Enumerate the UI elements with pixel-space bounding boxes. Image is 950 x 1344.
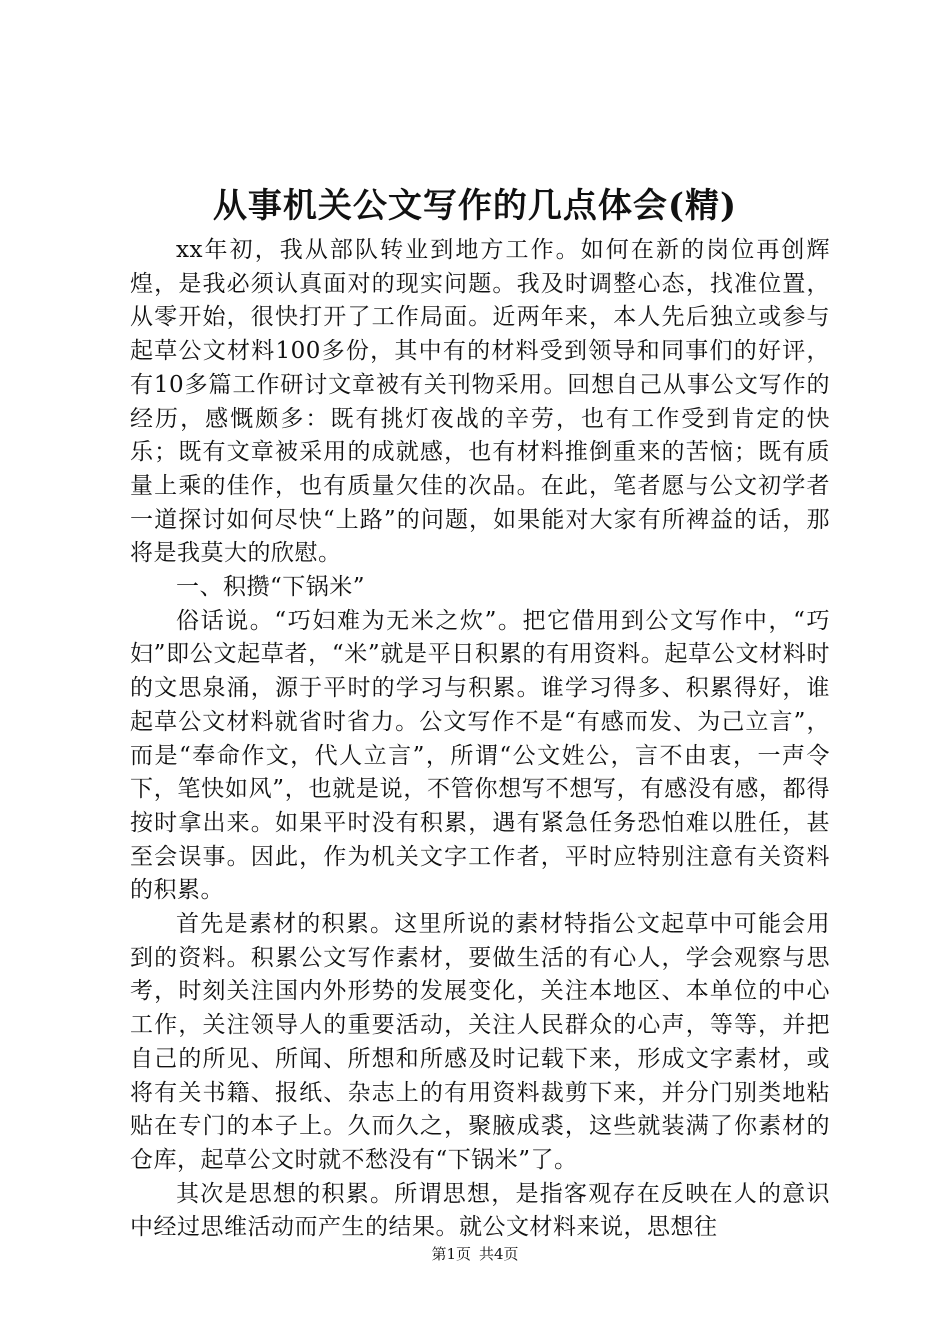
paragraph-proverb: 俗话说。“巧妇难为无米之炊”。把它借用到公文写作中，“巧妇”即公文起草者，“米”就是平日积累的有用资料。起草公文材料时的文思泉涌，源于平时的学习与积累。谁学习得多、积累得好，谁起草公文材料就省时省力。公文写作不是“有感而发、为己立言”，而是“奉命作文，代人立言”，所谓“公文姓公，言不由衷，一声令下，笔快如风”，也就是说，不管你想写不想写，有感没有感，都得按时拿出来。如果平时没有积累，遇有紧急任务恐怕难以胜任，甚至会误事。因此，作为机关文字工作者，平时应特别注意有关资料的积累。 — [130, 607, 830, 904]
page-number: 第1页 — [431, 1245, 471, 1263]
page-footer — [0, 1244, 950, 1264]
document-title: 从事机关公文写作的几点体会(精) — [212, 186, 738, 226]
page-total: 共4页 — [479, 1245, 519, 1263]
section-heading-1: 一、积攒“下锅米” — [176, 574, 366, 601]
paragraph-material-accumulation: 首先是素材的积累。这里所说的素材特指公文起草中可能会用到的资料。积累公文写作素材，要做生活的有心人，学会观察与思考，时刻关注国内外形势的发展变化，关注本地区、本单位的中心工作，关注领导人的重要活动，关注人民群众的心声，等等，并把自己的所见、所闻、所想和所感及时记载下来，形成文字素材，或将有关书籍、报纸、杂志上的有用资料裁剪下来，并分门别类地粘贴在专门的本子上。久而久之，聚腋成裘，这些就装满了你素材的仓库，起草公文时就不愁没有“下锅米”了。 — [130, 911, 830, 1173]
paragraph-thought-accumulation: 其次是思想的积累。所谓思想，是指客观存在反映在人的意识中经过思维活动而产生的结果。就公文材料来说，思想往 — [130, 1180, 830, 1241]
document-body — [130, 234, 830, 1245]
paragraph-intro: xx年初，我从部队转业到地方工作。如何在新的岗位再创辉煌，是我必须认真面对的现实问题。我及时调整心态，找准位置，从零开始，很快打开了工作局面。近两年来，本人先后独立或参与起草公文材料100多份，其中有的材料受到领导和同事们的好评，有10多篇工作研讨文章被有关刊物采用。回想自己从事公文写作的经历，感慨颇多：既有挑灯夜战的辛劳，也有工作受到肯定的快乐；既有文章被采用的成就感，也有材料推倒重来的苦恼；既有质量上乘的佳作，也有质量欠佳的次品。在此，笔者愿与公文初学者一道探讨如何尽快“上路”的问题，如果能对大家有所裨益的话，那将是我莫大的欣慰。 — [130, 237, 830, 567]
